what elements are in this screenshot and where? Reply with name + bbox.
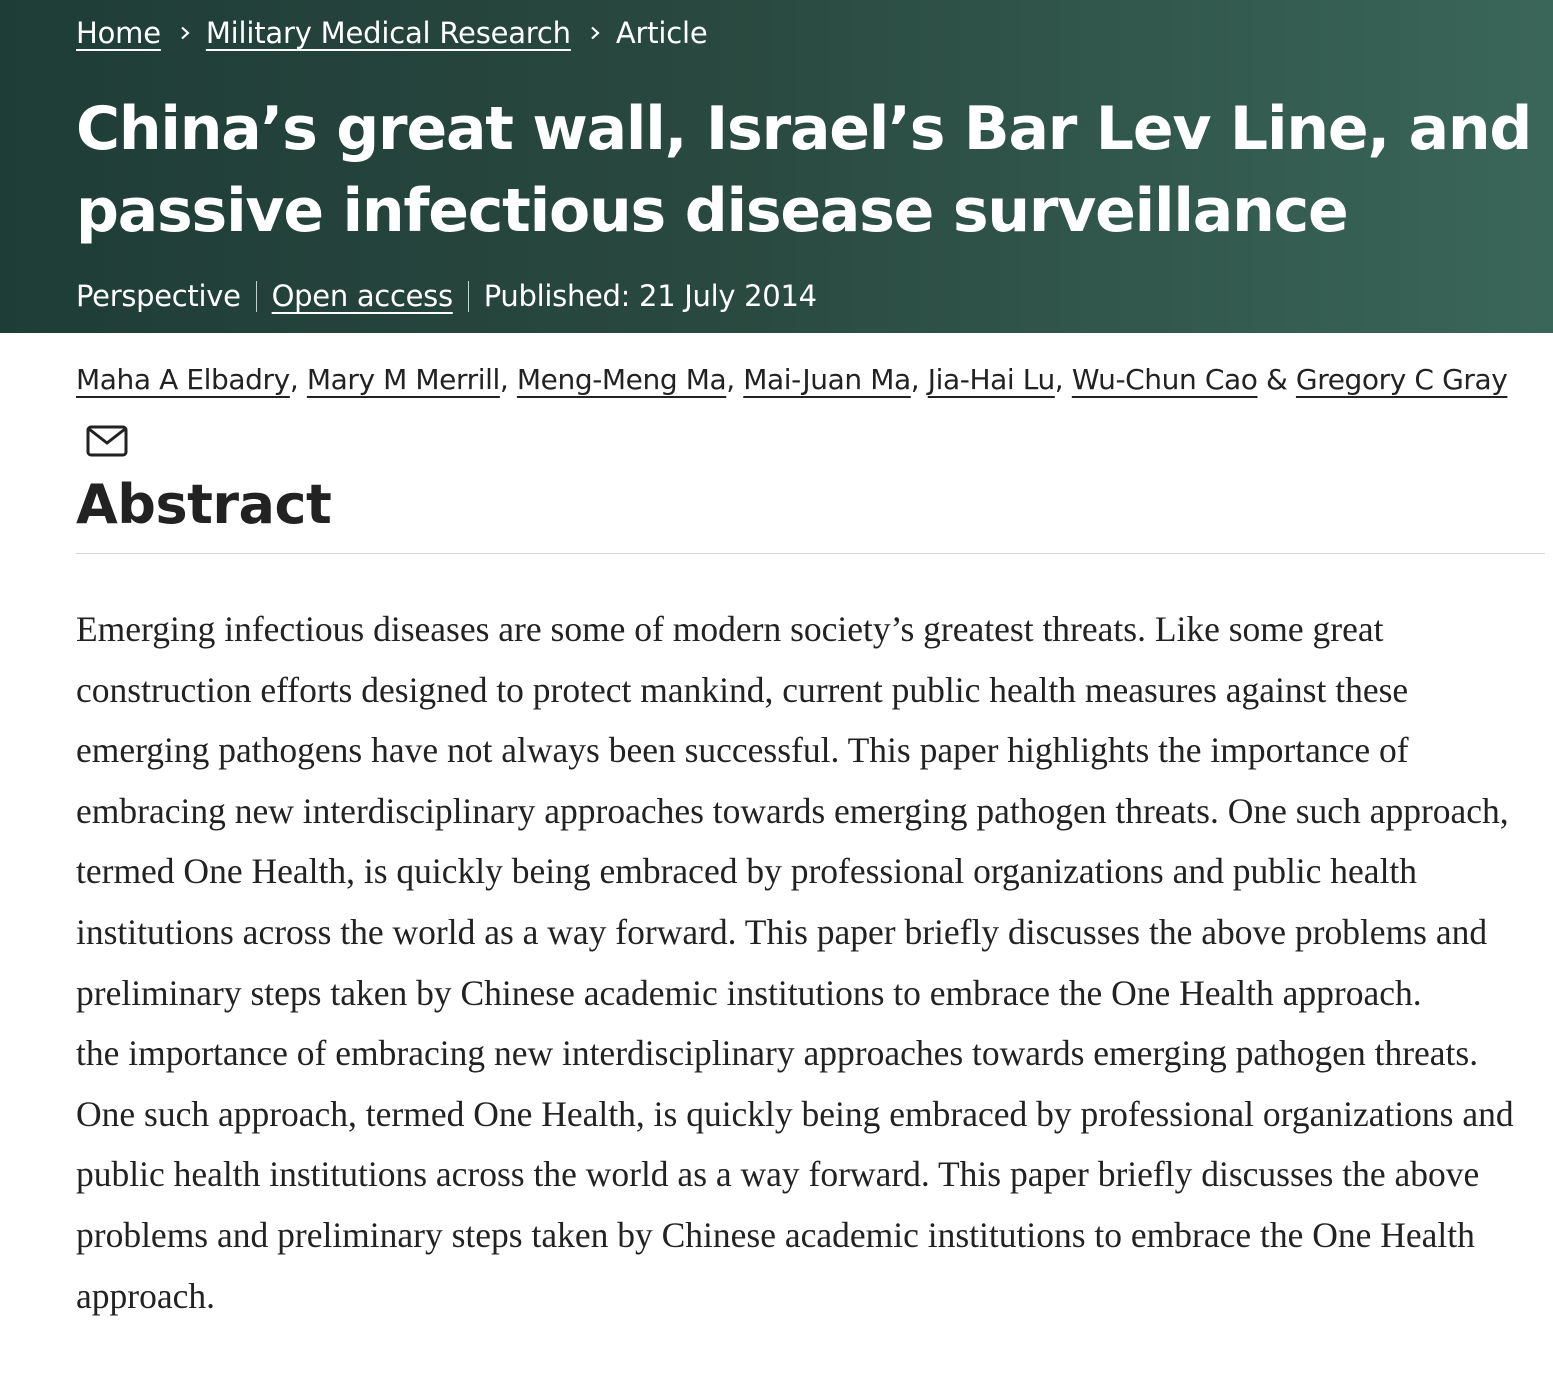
section-divider <box>76 553 1545 554</box>
author-separator: , <box>289 363 307 396</box>
author-separator: , <box>726 363 744 396</box>
abstract-paragraph: the importance of embracing new interdisciplinary approaches towards emerging pathogen threats. One such approach, termed One Health, is quickly being embraced by professional organizations and public health institutions across the world as a way forward. This paper briefly discusses the above problems and preliminary steps taken by Chinese academic institutions to embrace the One Health approach. <box>76 1033 1514 1316</box>
meta-divider <box>468 281 469 312</box>
envelope-icon[interactable] <box>86 417 128 449</box>
published-date: Published: 21 July 2014 <box>483 279 817 313</box>
chevron-right-icon <box>588 26 602 40</box>
breadcrumb <box>76 12 707 54</box>
article-title: China’s great wall, Israel’s Bar Lev Line, and passive infectious disease surveillance <box>76 94 1532 246</box>
author-link[interactable]: Meng-Meng Ma <box>516 363 727 396</box>
abstract-heading: Abstract <box>76 473 332 536</box>
breadcrumb-journal-link[interactable]: Military Medical Research <box>205 16 571 50</box>
author-link[interactable]: Mary M Merrill <box>306 363 500 396</box>
author-link[interactable]: Mai-Juan Ma <box>743 363 911 396</box>
author-link[interactable]: Jia-Hai Lu <box>927 363 1055 396</box>
author-separator: , <box>910 363 928 396</box>
author-link[interactable]: Maha A Elbadry <box>76 363 290 396</box>
author-list <box>76 349 1526 473</box>
article-type: Perspective <box>76 279 241 313</box>
author-separator: , <box>1054 363 1072 396</box>
article-header <box>0 0 1553 333</box>
author-link[interactable]: Wu-Chun Cao <box>1071 363 1258 396</box>
abstract-paragraph: Emerging infectious diseases are some of modern society’s greatest threats. Like some great construction efforts designed to protect mankind, current public health measures against these emerging pathogens have not always been successful. This paper highlights the importance of embracing new interdisciplinary approaches towards emerging pathogen threats. One such approach, termed One Health, is quickly being embraced by professional organizations and public health institutions across the world as a way forward. This paper briefly discusses the above problems and preliminary steps taken by Chinese academic institutions to embrace the One Health approach. <box>76 609 1509 1013</box>
abstract-section <box>76 599 1536 1326</box>
author-separator: , <box>499 363 517 396</box>
author-link[interactable]: Gregory C Gray <box>1295 363 1508 396</box>
meta-divider <box>256 281 257 312</box>
breadcrumb-home-link[interactable]: Home <box>76 16 161 50</box>
author-separator: & <box>1257 363 1296 396</box>
article-meta <box>76 276 817 316</box>
chevron-right-icon <box>178 26 192 40</box>
open-access-link[interactable]: Open access <box>271 279 453 313</box>
breadcrumb-current: Article <box>615 16 708 50</box>
